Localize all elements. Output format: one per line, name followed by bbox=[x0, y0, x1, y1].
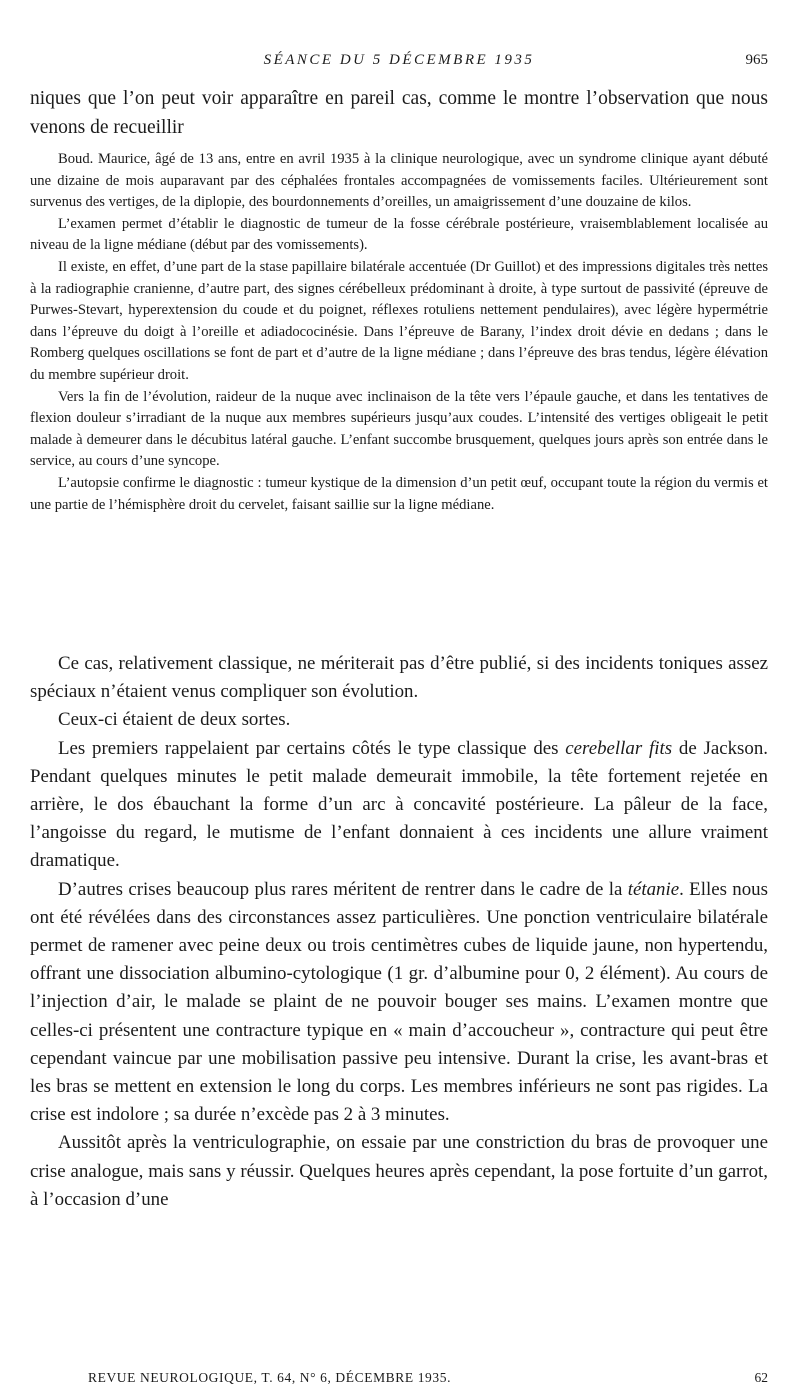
body-text-run: D’autres crises beaucoup plus rares méritent de rentrer dans le cadre de la bbox=[58, 878, 628, 900]
body-paragraph: Ce cas, relativement classique, ne mériterait pas d’être publié, si des incidents toniques assez spéciaux n’étaient venus compliquer son évolution. bbox=[30, 653, 768, 703]
observation-paragraph: L’autopsie confirme le diagnostic : tumeur kystique de la dimension d’un petit œuf, occupant toute la région du vermis et une partie de l’hémisphère droit du cervelet, faisant saillie sur la ligne médiane. bbox=[30, 474, 768, 513]
observation-paragraph: L’examen permet d’établir le diagnostic de tumeur de la fosse cérébrale postérieure, vraisemblablement localisée au niveau de la ligne médiane (début par des vomissements). bbox=[30, 215, 768, 254]
body-paragraph: Aussitôt après la ventriculographie, on essaie par une constriction du bras de provoquer une crise analogue, mais sans y réussir. Quelques heures après cependant, la pose fortuite d’un garrot, à l’occasion d’une bbox=[30, 1132, 768, 1210]
body-paragraph bbox=[30, 876, 768, 1130]
italic-term: cerebellar fits bbox=[565, 737, 673, 759]
body-paragraph: Ceux-ci étaient de deux sortes. bbox=[58, 709, 291, 731]
observation-block bbox=[30, 149, 768, 516]
observation-paragraph: Il existe, en effet, d’une part de la stase papillaire bilatérale accentuée (Dr Guillot) et des impressions digitales très nettes à la radiographie cranienne, d’autre part, des signes cérébelleux prédominant à droite, à type surtout de passivité (épreuve de Purwes-Stevart, hyperextension du coude et du poignet, réflexes rotuliens nettement pendulaires), avec légère hypermétrie dans l’épreuve du doigt à l’oreille et adiadococinésie. Dans l’épreuve de Barany, l’index droit dévie en dedans ; dans le Romberg quelques oscillations se font de part et d’autre de la ligne médiane ; dans l’épreuve des bras tendus, légère élévation du membre supérieur droit. bbox=[30, 258, 768, 383]
body-text-run: Les premiers rappelaient par certains côtés le type classique des bbox=[58, 737, 566, 759]
running-title: SÉANCE DU 5 DÉCEMBRE 1935 bbox=[263, 52, 535, 68]
journal-reference: REVUE NEUROLOGIQUE, T. 64, N° 6, DÉCEMBRE 1935. bbox=[88, 1370, 452, 1385]
observation-paragraph: Vers la fin de l’évolution, raideur de la nuque avec inclinaison de la tête vers l’épaule gauche, et dans les tentatives de flexion douleur s’irradiant de la nuque aux membres supérieurs jusqu’aux coudes. L’intensité des vertiges obligeait le petit malade à demeurer dans le décubitus latéral gauche. L’enfant succombe brusquement, quelques jours après son entrée dans le service, au cours d’une syncope. bbox=[30, 388, 768, 470]
page-number: 965 bbox=[745, 52, 768, 68]
body-paragraph bbox=[30, 735, 768, 876]
intro-paragraph bbox=[30, 84, 768, 142]
observation-paragraph: Boud. Maurice, âgé de 13 ans, entre en avril 1935 à la clinique neurologique, avec un syndrome clinique ayant débuté une dizaine de mois auparavant par des céphalées frontales accompagnées de vomissements faciles. Ultérieurement sont survenus des vertiges, de la diplopie, des bourdonnements d’oreilles, un amaigrissement d’une douzaine de kilos. bbox=[30, 151, 768, 211]
signature-number: 62 bbox=[754, 1370, 768, 1385]
intro-text: niques que l’on peut voir apparaître en pareil cas, comme le montre l’observation que nous venons de recueillir bbox=[30, 88, 768, 138]
body-text-run: de Jackson. Pendant quelques minutes le petit malade demeurait immobile, la tête fortement rejetée en arrière, le dos ébauchant la forme d’un arc à concavité postérieure. La pâleur de la face, l’angoisse du regard, le mutisme de l’enfant donnaient à ces incidents une allure vraiment dramatique. bbox=[30, 737, 769, 872]
italic-term: tétanie bbox=[627, 878, 680, 900]
main-text bbox=[30, 650, 768, 1214]
running-head bbox=[30, 52, 768, 74]
body-text-run: . Elles nous ont été révélées dans des circonstances assez particulières. Une ponction ventriculaire bilatérale permet de ramener avec peine deux ou trois centimètres cubes de liquide jaune, non hypertendu, offrant une dissociation albumino-cytologique (1 gr. d’albumine pour 0, 2 élément). Au cours de l’injection d’air, le malade se plaint de ne pouvoir bouger ses mains. L’examen montre que celles-ci présentent une contracture typique en « main d’accoucheur », contracture qui peut être cependant vaincue par une mobilisation passive peu intensive. Durant la crise, les avant-bras et les bras se mettent en extension le long du corps. Les membres inférieurs ne sont pas rigides. La crise est indolore ; sa durée n’excède pas 2 à 3 minutes. bbox=[30, 878, 768, 1126]
page-footer bbox=[88, 1370, 768, 1390]
